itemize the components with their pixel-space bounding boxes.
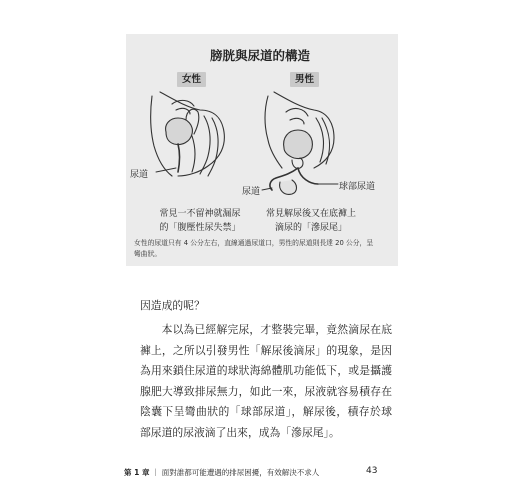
figure-note [134,238,392,260]
female-caption [155,207,245,235]
footer-running-title [124,467,386,478]
male-caption [256,207,366,235]
female-urethra-label: 尿道 [130,170,149,180]
male-tag: 男性 [290,72,319,87]
page-number: 43 [366,466,378,476]
male-caption-line2: 滴尿的「滲尿尾」 [274,223,347,233]
bulbar-urethra-label: 球部尿道 [339,182,376,192]
female-tag: 女性 [177,72,206,87]
female-caption-line1: 常見一不留神就漏尿 [159,209,241,219]
footer-separator: ｜ [151,468,160,477]
figure-note-line1: 女性的尿道只有 4 公分左右，直線通過尿道口，男性的尿道則長達 20 公分，呈 [134,239,374,247]
footer-title: 面對誰都可能遭遇的排尿困擾，有效解決不求人 [161,468,320,477]
male-caption-line1: 常見解尿後又在底褲上 [265,209,356,219]
male-urethra-label: 尿道 [242,187,261,197]
body-paragraph: 本以為已經解完尿，才整裝完畢，竟然滴尿在底褲上，之所以引發男性「解尿後滴尿」的現象，是因為用來鎖住尿道的球狀海綿體肌功能低下，或是攝護腺肥大導致排尿無力，如此一來，尿液就容易積存在陰囊下呈彎曲狀的「球部尿道」，解尿後，積存於球部尿道的尿液滴了出來，成為「滲尿尾」。 [140,323,392,439]
figure-note-line2: 彎曲狀。 [134,250,162,258]
footer-chapter: 第 1 章 [124,468,150,477]
female-caption-line2: 的「腹壓性尿失禁」 [159,223,241,233]
body-question: 因造成的呢？ [140,299,205,312]
figure-title: 膀胱與尿道的構造 [209,48,310,63]
